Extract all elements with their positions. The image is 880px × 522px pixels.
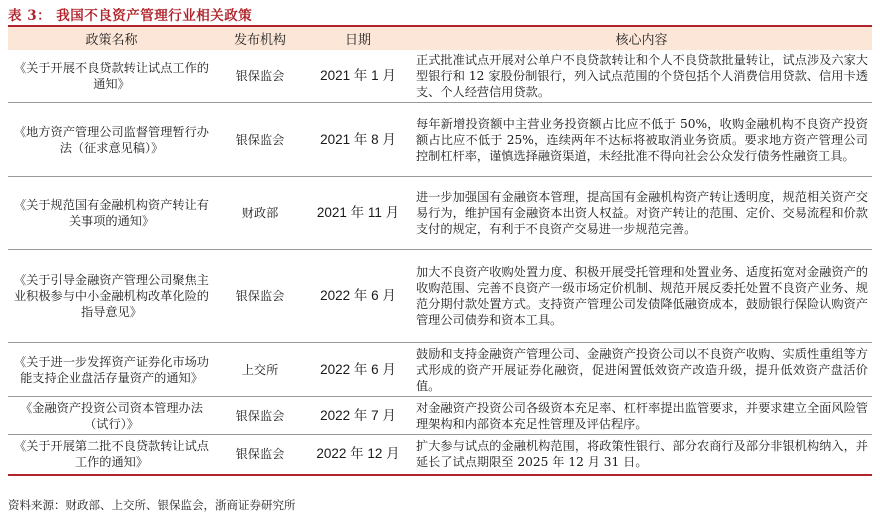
issuing-org-cell: 银保监会 [215, 50, 305, 103]
policy-table [8, 27, 872, 476]
core-content-cell: 鼓励和支持金融资产管理公司、金融资产投资公司以不良资产收购、实质性重组等方式形成的资产开展证券化融资，促进闲置低效资产改造升级，提升低效资产盘活价值。 [411, 343, 872, 397]
date-cell: 2021 年 11 月 [305, 177, 411, 250]
core-content-cell: 扩大参与试点的金融机构范围，将政策性银行、部分农商行及部分非银机构纳入，并延长了试点期限至 2025 年 12 月 31 日。 [411, 435, 872, 475]
table-row [8, 343, 872, 397]
issuing-org-cell: 财政部 [215, 177, 305, 250]
table-row [8, 250, 872, 343]
header-issuing-org: 发布机构 [215, 27, 305, 50]
issuing-org-cell: 银保监会 [215, 103, 305, 177]
policy-name-cell: 《关于引导金融资产管理公司聚焦主业积极参与中小金融机构改革化险的指导意见》 [8, 250, 215, 343]
table-row [8, 177, 872, 250]
policy-name-cell: 《关于开展不良贷款转让试点工作的通知》 [8, 50, 215, 103]
table-row [8, 397, 872, 435]
issuing-org-cell: 银保监会 [215, 435, 305, 475]
table-row [8, 103, 872, 177]
policy-name-cell: 《金融资产投资公司资本管理办法（试行）》 [8, 397, 215, 435]
header-date: 日期 [305, 27, 411, 50]
core-content-cell: 每年新增投资额中主营业务投资额占比应不低于 50%，收购金融机构不良资产投资额占比应不低于 25%，连续两年不达标将被取消业务资质。要求地方资产管理公司控制杠杆率，谨慎选择融资渠道，未经批准不得向社会公众发行债务性融资工具。 [411, 103, 872, 177]
issuing-org-cell: 银保监会 [215, 397, 305, 435]
table-row [8, 435, 872, 475]
header-policy-name: 政策名称 [8, 27, 215, 50]
policy-name-cell: 《地方资产管理公司监督管理暂行办法（征求意见稿）》 [8, 103, 215, 177]
core-content-cell: 对金融资产投资公司各级资本充足率、杠杆率提出监管要求，并要求建立全面风险管理架构和内部资本充足性管理及评估程序。 [411, 397, 872, 435]
date-cell: 2022 年 12 月 [305, 435, 411, 475]
table-header-row [8, 27, 872, 50]
policy-name-cell: 《关于开展第二批不良贷款转让试点工作的通知》 [8, 435, 215, 475]
policy-name-cell: 《关于进一步发挥资产证券化市场功能支持企业盘活存量资产的通知》 [8, 343, 215, 397]
header-core-content: 核心内容 [411, 27, 872, 50]
core-content-cell: 进一步加强国有金融资本管理，提高国有金融机构资产转让透明度，规范相关资产交易行为，维护国有金融资本出资人权益。对资产转让的范围、定价、交易流程和价款支付的规定，有利于不良资产交易进一步规范完善。 [411, 177, 872, 250]
issuing-org-cell: 上交所 [215, 343, 305, 397]
date-cell: 2021 年 8 月 [305, 103, 411, 177]
date-cell: 2022 年 6 月 [305, 343, 411, 397]
source-note: 资料来源：财政部、上交所、银保监会，浙商证券研究所 [8, 498, 296, 512]
table-caption: 表 3： 我国不良资产管理行业相关政策 [8, 8, 253, 24]
issuing-org-cell: 银保监会 [215, 250, 305, 343]
core-content-cell: 正式批准试点开展对公单户不良贷款转让和个人不良贷款批量转让，试点涉及六家大型银行和 12 家股份制银行，列入试点范围的个贷包括个人消费信用贷款、信用卡透支、个人经营信用贷款。 [411, 50, 872, 103]
table-row [8, 50, 872, 103]
date-cell: 2022 年 7 月 [305, 397, 411, 435]
core-content-cell: 加大不良资产收购处置力度、积极开展受托管理和处置业务、适度拓宽对金融资产的收购范围、完善不良资产一级市场定价机制、规范开展反委托处置不良资产业务、规范分期付款处置方式。支持资产管理公司发债降低融资成本，鼓励银行保险认购资产管理公司债券和资本工具。 [411, 250, 872, 343]
date-cell: 2022 年 6 月 [305, 250, 411, 343]
policy-name-cell: 《关于规范国有金融机构资产转让有关事项的通知》 [8, 177, 215, 250]
date-cell: 2021 年 1 月 [305, 50, 411, 103]
